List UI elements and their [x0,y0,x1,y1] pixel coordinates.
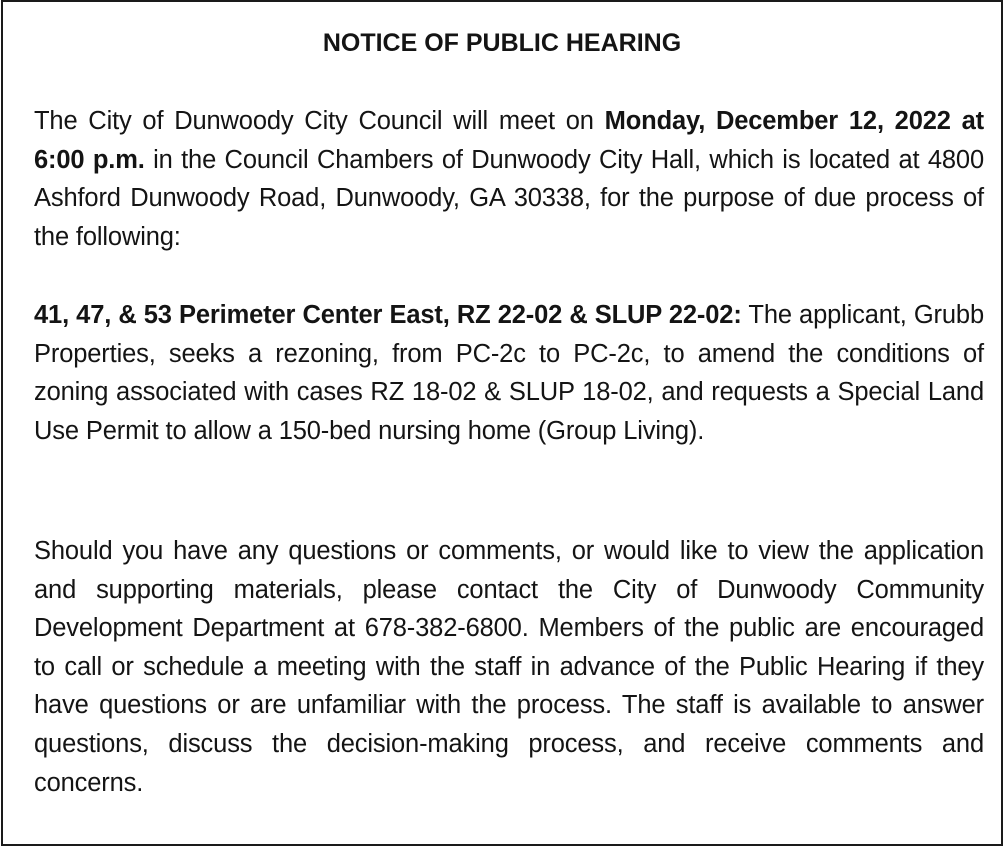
meeting-details-paragraph [34,102,984,256]
contact-paragraph: Should you have any questions or comments, or would like to view the application and supporting materials, please contact the City of Dunwoody Community Development Department at 678-382-6800. Members of the public are encouraged to call or schedule a meeting with the staff in advance of the Public Hearing if they have questions or are unfamiliar with the process. The staff is available to answer questions, discuss the decision-making process, and receive comments and concerns. [34,537,984,797]
notice-title: NOTICE OF PUBLIC HEARING [322,29,682,57]
case-description: The applicant, Grubb Properties, seeks a rezoning, from PC-2c to PC-2c, to amend the conditions of zoning associated with cases RZ 18-02 & SLUP 18-02, and requests a Special Land Use Permit to allow a 150-bed nursing home (Group Living). [34,301,984,445]
meeting-date-time: Monday, December 12, 2022 at 6:00 p.m. [34,107,984,174]
case-heading: 41, 47, & 53 Perimeter Center East, RZ 22-02 & SLUP 22-02: [34,301,742,329]
meeting-location-text: in the Council Chambers of Dunwoody City Hall, which is located at 4800 Ashford Dunwoody Road, Dunwoody, GA 30338, for the purpose of due process of the following: [34,145,984,251]
public-hearing-notice [1,0,1003,846]
meeting-intro-text: The City of Dunwoody City Council will meet on [34,107,605,135]
case-paragraph [34,296,984,450]
